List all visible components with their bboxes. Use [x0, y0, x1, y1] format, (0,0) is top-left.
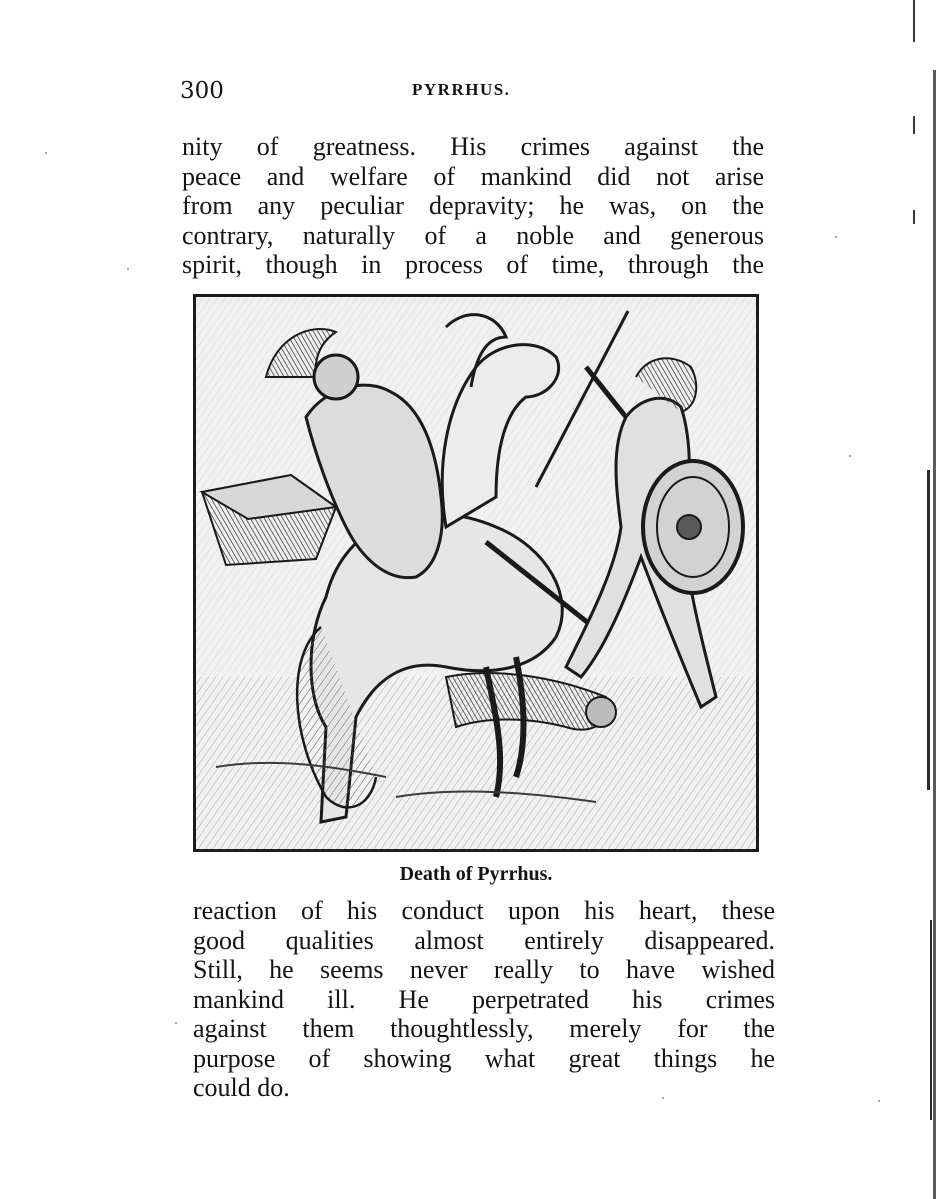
scan-edge-line — [913, 210, 915, 224]
scan-edge-line — [913, 0, 915, 42]
body-text-bottom — [193, 896, 775, 1103]
text-line: from any peculiar depravity; he was, on the — [182, 191, 764, 220]
engraving-artwork — [196, 297, 756, 849]
page-number: 300 — [180, 78, 224, 104]
engraving-illustration — [193, 294, 759, 852]
paper-speck — [45, 152, 47, 154]
text-line: against them thoughtlessly, merely for the — [193, 1014, 775, 1043]
scan-edge-line — [933, 70, 936, 1199]
page-header — [180, 78, 770, 108]
paper-speck — [835, 236, 837, 238]
text-line: mankind ill. He perpetrated his crimes — [193, 984, 775, 1014]
body-text-top — [182, 132, 764, 280]
text-line: nity of greatness. His crimes against the — [182, 132, 764, 161]
paper-speck — [849, 455, 851, 457]
figure-caption: Death of Pyrrhus. — [399, 863, 553, 885]
text-line: purpose of showing what great things he — [193, 1043, 775, 1073]
running-head: PYRRHUS. — [412, 80, 511, 99]
scan-edge-line — [930, 920, 932, 1120]
text-line: contrary, naturally of a noble and generous — [182, 220, 764, 250]
paper-speck — [878, 1100, 880, 1102]
text-line: could do. — [193, 1073, 290, 1102]
scan-edge-line — [927, 470, 930, 790]
text-line: good qualities almost entirely disappeared. — [193, 925, 775, 955]
paper-speck — [127, 268, 129, 270]
text-line: spirit, though in process of time, through the — [182, 250, 764, 279]
scan-edge-line — [913, 116, 915, 134]
text-line: peace and welfare of mankind did not arise — [182, 161, 764, 191]
text-line: Still, he seems never really to have wished — [193, 955, 775, 984]
paper-speck — [175, 1022, 177, 1024]
text-line: reaction of his conduct upon his heart, these — [193, 896, 775, 925]
